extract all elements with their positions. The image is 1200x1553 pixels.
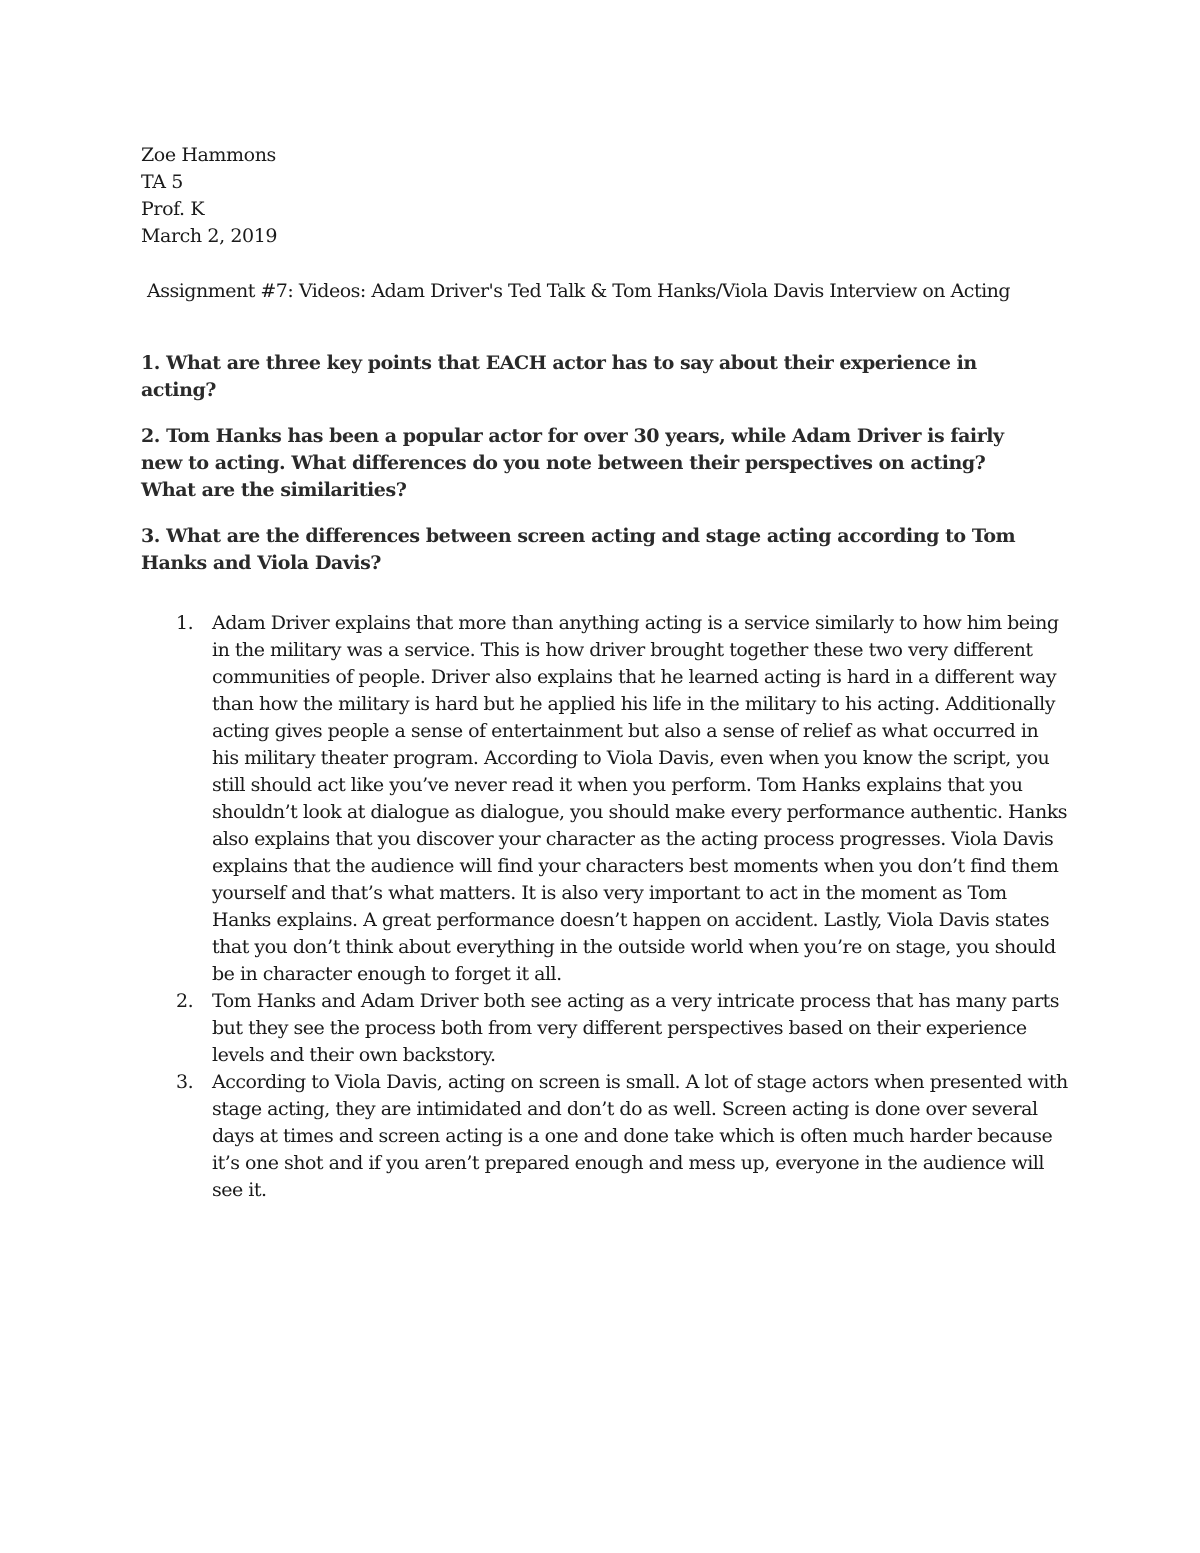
question-2: 2. Tom Hanks has been a popular actor for over 30 years, while Adam Driver is fairly new to acting. What differences do you note between their perspectives on acting? What are the similarities? (141, 425, 1004, 501)
document-date: March 2, 2019 (141, 225, 278, 247)
answer-1 (170, 610, 1070, 988)
question-1: 1. What are three key points that EACH actor has to say about their experience in acting? (141, 352, 977, 401)
ta-label: TA 5 (141, 171, 183, 193)
answer-number: 1. (176, 612, 194, 634)
assignment-title: Assignment #7: Videos: Adam Driver's Ted Talk & Tom Hanks/Viola Davis Interview on Acting (147, 280, 1011, 302)
document-header (141, 142, 277, 250)
answers-list (170, 610, 1070, 1204)
answer-number: 3. (176, 1071, 194, 1093)
question-3: 3. What are the differences between screen acting and stage acting according to Tom Hanks and Viola Davis? (141, 525, 1016, 574)
answer-text: Adam Driver explains that more than anything acting is a service similarly to how him being in the military was a service. This is how driver brought together these two very different communities of people. Driver also explains that he learned acting is hard in a different way than how the military is hard but he applied his life in the military to his acting. Additionally acting gives people a sense of entertainment but also a sense of relief as what occurred in his military theater program. According to Viola Davis, even when you know the script, you still should act like you’ve never read it when you perform. Tom Hanks explains that you shouldn’t look at dialogue as dialogue, you should make every performance authentic. Hanks also explains that you discover your character as the acting process progresses. Viola Davis explains that the audience will find your characters best moments when you don’t find them yourself and that’s what matters. It is also very important to act in the moment as Tom Hanks explains. A great performance doesn’t happen on accident. Lastly, Viola Davis states that you don’t think about everything in the outside world when you’re on stage, you should be in character enough to forget it all. (212, 612, 1067, 985)
student-name: Zoe Hammons (141, 144, 276, 166)
answer-number: 2. (176, 990, 194, 1012)
answer-text: According to Viola Davis, acting on screen is small. A lot of stage actors when presented with stage acting, they are intimidated and don’t do as well. Screen acting is done over several days at times and screen acting is a one and done take which is often much harder because it’s one shot and if you aren’t prepared enough and mess up, everyone in the audience will see it. (212, 1071, 1068, 1201)
answer-text: Tom Hanks and Adam Driver both see acting as a very intricate process that has many parts but they see the process both from very different perspectives based on their experience levels and their own backstory. (212, 990, 1060, 1066)
professor-name: Prof. K (141, 198, 205, 220)
questions-section (141, 350, 1041, 577)
answer-2 (170, 988, 1070, 1069)
answer-3 (170, 1069, 1070, 1204)
